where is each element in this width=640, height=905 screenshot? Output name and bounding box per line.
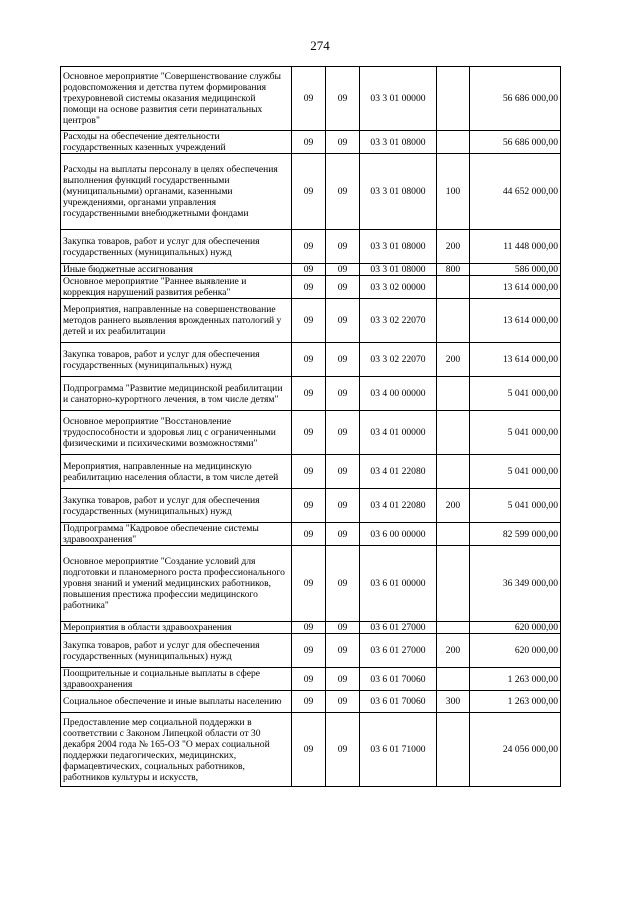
row-section-code: 09 — [292, 546, 326, 622]
row-expense-type-code: 200 — [437, 634, 470, 668]
row-expense-type-code — [437, 455, 470, 489]
table-row — [61, 377, 561, 411]
row-expense-type-code — [437, 276, 470, 299]
row-target-article-code: 03 3 01 00000 — [360, 67, 437, 131]
row-section-code: 09 — [292, 713, 326, 787]
table-row — [61, 713, 561, 787]
row-expense-type-code: 200 — [437, 230, 470, 264]
row-subsection-code: 09 — [326, 634, 360, 668]
row-target-article-code: 03 3 01 08000 — [360, 131, 437, 154]
row-target-article-code: 03 6 01 70060 — [360, 668, 437, 691]
row-section-code: 09 — [292, 622, 326, 634]
row-expense-type-code — [437, 411, 470, 455]
row-expense-type-code: 200 — [437, 343, 470, 377]
row-target-article-code: 03 6 01 71000 — [360, 713, 437, 787]
row-expense-type-code — [437, 546, 470, 622]
row-target-article-code: 03 6 01 00000 — [360, 546, 437, 622]
row-target-article-code: 03 6 00 00000 — [360, 523, 437, 546]
row-expense-type-code — [437, 67, 470, 131]
table-row — [61, 668, 561, 691]
row-name: Мероприятия, направленные на совершенствование методов раннего выявления врожденных патологий у детей и их реабилитации — [61, 299, 292, 343]
table-row — [61, 691, 561, 713]
row-subsection-code: 09 — [326, 131, 360, 154]
row-expense-type-code: 200 — [437, 489, 470, 523]
table-row — [61, 131, 561, 154]
table-row — [61, 455, 561, 489]
row-amount: 56 686 000,00 — [470, 131, 561, 154]
row-amount: 13 614 000,00 — [470, 276, 561, 299]
table-row — [61, 67, 561, 131]
table-row — [61, 299, 561, 343]
row-name: Закупка товаров, работ и услуг для обеспечения государственных (муниципальных) нужд — [61, 489, 292, 523]
row-subsection-code: 09 — [326, 154, 360, 230]
row-subsection-code: 09 — [326, 264, 360, 276]
row-name: Закупка товаров, работ и услуг для обеспечения государственных (муниципальных) нужд — [61, 634, 292, 668]
row-name: Основное мероприятие "Раннее выявление и коррекция нарушений развития ребенка" — [61, 276, 292, 299]
row-section-code: 09 — [292, 489, 326, 523]
row-name: Закупка товаров, работ и услуг для обеспечения государственных (муниципальных) нужд — [61, 343, 292, 377]
row-expense-type-code: 300 — [437, 691, 470, 713]
row-section-code: 09 — [292, 668, 326, 691]
table-row — [61, 523, 561, 546]
row-amount: 586 000,00 — [470, 264, 561, 276]
row-amount: 13 614 000,00 — [470, 343, 561, 377]
row-amount: 5 041 000,00 — [470, 489, 561, 523]
row-amount: 13 614 000,00 — [470, 299, 561, 343]
row-section-code: 09 — [292, 377, 326, 411]
row-name: Подпрограмма "Развитие медицинской реабилитации и санаторно-курортного лечения, в том числе детям" — [61, 377, 292, 411]
budget-table — [60, 66, 561, 787]
row-subsection-code: 09 — [326, 713, 360, 787]
row-section-code: 09 — [292, 131, 326, 154]
row-amount: 5 041 000,00 — [470, 377, 561, 411]
row-section-code: 09 — [292, 523, 326, 546]
row-subsection-code: 09 — [326, 523, 360, 546]
row-target-article-code: 03 3 02 22070 — [360, 299, 437, 343]
budget-table-body — [61, 67, 561, 787]
row-subsection-code: 09 — [326, 489, 360, 523]
row-expense-type-code — [437, 131, 470, 154]
table-row — [61, 411, 561, 455]
row-target-article-code: 03 3 01 08000 — [360, 154, 437, 230]
row-amount: 82 599 000,00 — [470, 523, 561, 546]
row-name: Мероприятия в области здравоохранения — [61, 622, 292, 634]
row-subsection-code: 09 — [326, 230, 360, 264]
row-amount: 24 056 000,00 — [470, 713, 561, 787]
row-subsection-code: 09 — [326, 668, 360, 691]
row-expense-type-code — [437, 713, 470, 787]
table-row — [61, 230, 561, 264]
row-expense-type-code — [437, 523, 470, 546]
row-amount: 1 263 000,00 — [470, 691, 561, 713]
row-name: Расходы на выплаты персоналу в целях обеспечения выполнения функций государственными (муниципальными) органами, казенными учреждениями, органами управления государственными внебюджетными фондами — [61, 154, 292, 230]
row-amount: 44 652 000,00 — [470, 154, 561, 230]
row-subsection-code: 09 — [326, 455, 360, 489]
table-row — [61, 622, 561, 634]
row-expense-type-code — [437, 622, 470, 634]
row-section-code: 09 — [292, 691, 326, 713]
row-amount: 11 448 000,00 — [470, 230, 561, 264]
row-section-code: 09 — [292, 67, 326, 131]
row-amount: 5 041 000,00 — [470, 411, 561, 455]
row-expense-type-code: 100 — [437, 154, 470, 230]
row-subsection-code: 09 — [326, 377, 360, 411]
row-target-article-code: 03 4 01 22080 — [360, 489, 437, 523]
row-subsection-code: 09 — [326, 276, 360, 299]
row-target-article-code: 03 4 01 22080 — [360, 455, 437, 489]
row-name: Иные бюджетные ассигнования — [61, 264, 292, 276]
row-section-code: 09 — [292, 411, 326, 455]
row-amount: 5 041 000,00 — [470, 455, 561, 489]
table-row — [61, 489, 561, 523]
page-number: 274 — [310, 38, 330, 53]
row-amount: 620 000,00 — [470, 622, 561, 634]
row-expense-type-code — [437, 299, 470, 343]
row-target-article-code: 03 3 02 00000 — [360, 276, 437, 299]
row-section-code: 09 — [292, 154, 326, 230]
row-name: Предоставление мер социальной поддержки в соответствии с Законом Липецкой области от 30 декабря 2004 года № 165-ОЗ "О мерах социальной поддержки педагогических, медицинских, фармацевтических, социальных работников, работников культуры и искусств, — [61, 713, 292, 787]
row-section-code: 09 — [292, 299, 326, 343]
row-target-article-code: 03 4 01 00000 — [360, 411, 437, 455]
row-expense-type-code — [437, 377, 470, 411]
row-subsection-code: 09 — [326, 343, 360, 377]
row-amount: 36 349 000,00 — [470, 546, 561, 622]
row-section-code: 09 — [292, 634, 326, 668]
row-amount: 1 263 000,00 — [470, 668, 561, 691]
table-row — [61, 343, 561, 377]
row-target-article-code: 03 3 01 08000 — [360, 264, 437, 276]
row-section-code: 09 — [292, 455, 326, 489]
row-target-article-code: 03 4 00 00000 — [360, 377, 437, 411]
row-name: Основное мероприятие "Совершенствование службы родовспоможения и детства путем формирования трехуровневой системы оказания медицинской помощи на основе развития сети перинатальных центров" — [61, 67, 292, 131]
row-target-article-code: 03 6 01 27000 — [360, 622, 437, 634]
row-subsection-code: 09 — [326, 691, 360, 713]
table-row — [61, 276, 561, 299]
row-name: Социальное обеспечение и иные выплаты населению — [61, 691, 292, 713]
table-row — [61, 264, 561, 276]
row-target-article-code: 03 6 01 27000 — [360, 634, 437, 668]
row-subsection-code: 09 — [326, 546, 360, 622]
row-target-article-code: 03 3 02 22070 — [360, 343, 437, 377]
row-subsection-code: 09 — [326, 411, 360, 455]
row-amount: 56 686 000,00 — [470, 67, 561, 131]
row-name: Мероприятия, направленные на медицинскую реабилитацию населения области, в том числе детей — [61, 455, 292, 489]
row-subsection-code: 09 — [326, 299, 360, 343]
row-section-code: 09 — [292, 230, 326, 264]
row-name: Основное мероприятие "Создание условий для подготовки и планомерного роста профессионального уровня знаний и умений медицинских работников, повышения престижа профессии медицинского работника" — [61, 546, 292, 622]
row-subsection-code: 09 — [326, 622, 360, 634]
row-name: Подпрограмма "Кадровое обеспечение системы здравоохранения" — [61, 523, 292, 546]
table-row — [61, 154, 561, 230]
row-name: Расходы на обеспечение деятельности государственных казенных учреждений — [61, 131, 292, 154]
row-amount: 620 000,00 — [470, 634, 561, 668]
row-name: Основное мероприятие "Восстановление трудоспособности и здоровья лиц с ограниченными физическими и психическими возможностями" — [61, 411, 292, 455]
row-section-code: 09 — [292, 276, 326, 299]
row-subsection-code: 09 — [326, 67, 360, 131]
row-section-code: 09 — [292, 264, 326, 276]
row-name: Поощрительные и социальные выплаты в сфере здравоохранения — [61, 668, 292, 691]
row-expense-type-code: 800 — [437, 264, 470, 276]
table-row — [61, 634, 561, 668]
table-row — [61, 546, 561, 622]
row-expense-type-code — [437, 668, 470, 691]
row-target-article-code: 03 6 01 70060 — [360, 691, 437, 713]
row-target-article-code: 03 3 01 08000 — [360, 230, 437, 264]
row-section-code: 09 — [292, 343, 326, 377]
row-name: Закупка товаров, работ и услуг для обеспечения государственных (муниципальных) нужд — [61, 230, 292, 264]
